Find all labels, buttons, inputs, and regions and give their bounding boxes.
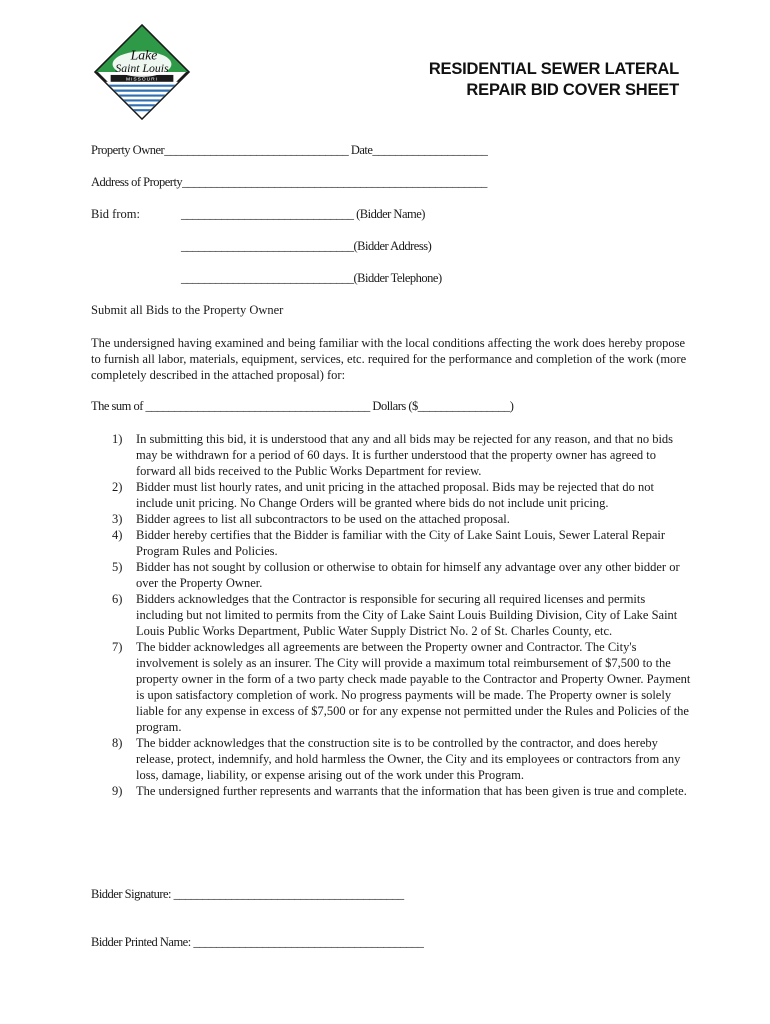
list-item [91,559,691,591]
intro-paragraph: The undersigned having examined and being familiar with the local conditions affecting the work does hereby propose to furnish all labor, materials, equipment, services, etc. required for the performance and completion of the work (more completely described in the attached proposal) for: [91,336,687,382]
list-item [91,479,691,511]
bidder-printed-name-field[interactable]: Bidder Printed Name: ________________________________________ [91,935,424,949]
submit-note: Submit all Bids to the Property Owner [91,303,284,317]
list-item-number: 9) [112,784,123,798]
list-item-number: 3) [112,512,123,526]
list-item-text: Bidder has not sought by collusion or otherwise to obtain for himself any advantage over any other bidder or over the Property Owner. [136,560,680,590]
list-item-text: The undersigned further represents and warrants that the information that has been given is true and complete. [136,784,687,798]
list-item-text: Bidder must list hourly rates, and unit pricing in the attached proposal. Bids may be rejected that do not include unit pricing. No Change Orders will be granted where bids do not include unit pricing. [136,480,654,510]
logo-text-saint-louis: Saint Louis [115,62,169,75]
list-item-text: Bidders acknowledges that the Contractor is responsible for securing all required licenses and permits including but not limited to permits from the City of Lake Saint Louis Building Division, City of Lake Saint Louis Public Works Department, Public Water Supply District No. 2 of St. Charles County, etc. [136,592,678,638]
list-item [91,511,691,527]
list-item [91,527,691,559]
document-title [429,59,679,101]
list-item-number: 4) [112,528,123,542]
title-line-2: REPAIR BID COVER SHEET [466,81,679,99]
list-item [91,591,691,639]
list-item-number: 2) [112,480,123,494]
bidder-address-field[interactable]: ______________________________(Bidder Address) [181,239,432,253]
logo-text-lake: Lake [130,47,158,63]
bidder-name-field[interactable]: ______________________________ (Bidder Name) [181,207,425,221]
bidder-telephone-field[interactable]: ______________________________(Bidder Telephone) [181,271,442,285]
list-item [91,431,691,479]
address-of-property-field[interactable]: Address of Property_____________________________________________________ [91,175,487,189]
list-item [91,639,691,735]
list-item-number: 7) [112,640,123,654]
lake-saint-louis-logo [93,23,191,121]
terms-list [91,431,691,799]
list-item-number: 8) [112,736,123,750]
list-item-text: The bidder acknowledges all agreements are between the Property owner and Contractor. The City's involvement is solely as an insurer. The City will provide a maximum total reimbursement of $7,500 to the property owner in the form of a two party check made payable to the Contractor and Property Owner. Payment is upon satisfactory completion of work. No progress payments will be made. The Property owner is solely liable for any expense in excess of $7,500 or for any expense not permitted under the Rules and Policies of the program. [136,640,691,734]
list-item [91,735,691,783]
list-item-number: 6) [112,592,123,606]
list-item-number: 5) [112,560,123,574]
list-item-number: 1) [112,432,123,446]
list-item-text: Bidder agrees to list all subcontractors to be used on the attached proposal. [136,512,510,526]
title-line-1: RESIDENTIAL SEWER LATERAL [428,60,679,78]
sum-field[interactable]: The sum of _______________________________________ Dollars ($________________) [91,399,514,413]
list-item-text: In submitting this bid, it is understood that any and all bids may be rejected for any reason, and that no bids may be withdrawn for a period of 60 days. It is further understood that the property owner has agreed to forward all bids received to the Public Works Department for review. [136,432,674,478]
bidder-signature-field[interactable]: Bidder Signature: ________________________________________ [91,887,404,901]
property-owner-date-field[interactable]: Property Owner________________________________ Date____________________ [91,143,488,157]
list-item-text: The bidder acknowledges that the construction site is to be controlled by the contractor, and does hereby release, protect, indemnify, and hold harmless the Owner, the City and its employees or contractors from any loss, damage, liability, or expense arising out of the work under this Program. [136,736,681,782]
list-item [91,783,691,799]
bid-from-label: Bid from: [91,207,140,221]
logo-text-missouri: MISSOURI [125,77,159,83]
list-item-text: Bidder hereby certifies that the Bidder is familiar with the City of Lake Saint Louis, Sewer Lateral Repair Program Rules and Policies. [136,528,666,558]
